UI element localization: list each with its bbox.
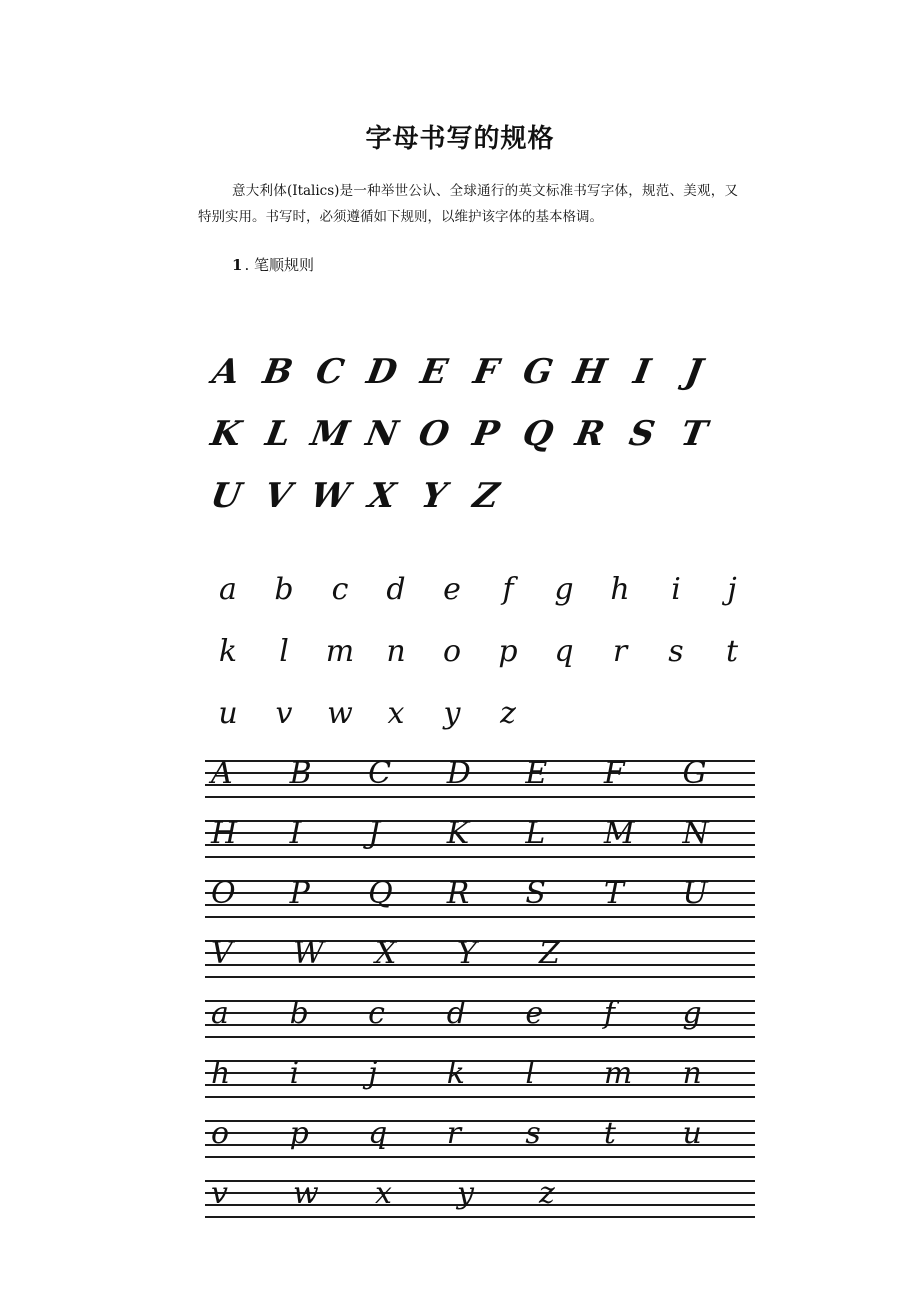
letter-glyph: d [386, 572, 406, 607]
letter-glyph: T [677, 414, 711, 454]
letter-glyph: e [443, 572, 461, 607]
letter-glyph: i [671, 572, 681, 607]
letter-glyph: L [262, 414, 294, 454]
practice-letter: P [289, 876, 310, 911]
practice-letter: o [211, 1116, 230, 1151]
guide-line [205, 856, 755, 858]
intro-paragraph: 意大利体(Italics)是一种举世公认、全球通行的英文标准书写字体，规范、美观，又特别实用。书写时，必须遵循如下规则，以维护该字体的基本格调。 [198, 183, 738, 225]
letter-glyph: W [307, 476, 353, 516]
letter-glyph: H [570, 352, 610, 392]
practice-letter: a [211, 996, 229, 1031]
ruled-row [205, 1050, 755, 1104]
letter-glyph: a [219, 572, 237, 607]
guide-line [205, 1216, 755, 1218]
practice-letter: c [368, 996, 385, 1031]
lower-row [200, 669, 760, 731]
practice-letter: u [682, 1116, 702, 1151]
letter-glyph: J [682, 352, 706, 392]
guide-line [205, 1096, 755, 1098]
letter-glyph: D [363, 352, 401, 392]
section-label: 笔顺规则 [253, 256, 314, 274]
letter-glyph: F [470, 352, 502, 392]
letter-glyph: v [275, 696, 293, 731]
letter-glyph: N [362, 414, 402, 454]
practice-letter: D [446, 756, 471, 791]
practice-letter: C [368, 756, 392, 791]
ruled-row [205, 1170, 755, 1224]
practice-letter: z [539, 1176, 555, 1211]
letter-glyph: Y [418, 476, 450, 516]
letter-glyph: t [725, 634, 739, 669]
letter-glyph: g [554, 572, 574, 607]
practice-letter: U [682, 876, 708, 911]
letter-glyph: o [442, 634, 462, 669]
letter-glyph: p [498, 634, 518, 669]
practice-letter: v [211, 1176, 228, 1211]
upper-row [200, 454, 760, 516]
letter-glyph: S [626, 414, 658, 454]
practice-letter: i [289, 1056, 300, 1091]
letter-glyph: s [668, 634, 684, 669]
practice-letter: t [603, 1116, 616, 1151]
practice-letter: k [446, 1056, 465, 1091]
practice-letter: T [603, 876, 624, 911]
ruled-practice-sheet [205, 750, 755, 1230]
practice-letter: J [368, 816, 381, 851]
letter-glyph: j [727, 572, 737, 607]
practice-letter: O [211, 876, 236, 911]
practice-letter: G [682, 756, 707, 791]
practice-letter: B [289, 756, 312, 791]
letter-glyph: u [218, 696, 238, 731]
letter-glyph: K [207, 414, 245, 454]
letter-glyph: q [554, 634, 574, 669]
ruled-row [205, 1110, 755, 1164]
practice-letter: y [457, 1176, 474, 1211]
practice-letter: S [525, 876, 546, 911]
guide-line [205, 976, 755, 978]
practice-letter: X [375, 936, 397, 971]
lower-row [200, 607, 760, 669]
letter-glyph: I [630, 352, 654, 392]
letter-glyph: z [500, 696, 516, 731]
practice-letter: g [682, 996, 702, 1031]
letter-glyph: Z [470, 476, 502, 516]
letter-glyph: r [612, 634, 628, 669]
practice-letter: M [603, 816, 635, 851]
guide-line [205, 1036, 755, 1038]
practice-letter: n [682, 1056, 702, 1091]
letter-glyph: k [218, 634, 238, 669]
practice-letter: H [211, 816, 238, 851]
letter-glyph: R [572, 414, 608, 454]
letter-glyph: O [415, 414, 453, 454]
practice-letter: e [525, 996, 544, 1031]
practice-letter: f [603, 996, 615, 1031]
practice-letter: V [211, 936, 233, 971]
ruled-row [205, 990, 755, 1044]
practice-letter: j [368, 1056, 378, 1091]
practice-letter: q [368, 1116, 388, 1151]
letter-glyph: Q [519, 414, 557, 454]
letter-glyph: l [279, 634, 289, 669]
letter-glyph: b [274, 572, 294, 607]
practice-letter: E [525, 756, 548, 791]
letter-glyph: n [386, 634, 406, 669]
upper-row [200, 330, 760, 392]
practice-letter: w [293, 1176, 319, 1211]
practice-letter: F [603, 756, 625, 791]
letter-glyph: h [610, 572, 630, 607]
practice-letter: r [446, 1116, 462, 1151]
ruled-row [205, 870, 755, 924]
upper-row [200, 392, 760, 454]
letter-glyph: f [502, 572, 514, 607]
letter-glyph: c [331, 572, 349, 607]
letter-glyph: G [519, 352, 557, 392]
letter-glyph: C [312, 352, 348, 392]
section-heading: 1 . 笔顺规则 [232, 256, 314, 274]
letter-glyph: X [365, 476, 399, 516]
letter-glyph: A [209, 352, 243, 392]
letter-glyph: M [307, 414, 353, 454]
letter-glyph: V [261, 476, 295, 516]
practice-letter: p [289, 1116, 309, 1151]
practice-letter: x [375, 1176, 392, 1211]
practice-letter: l [525, 1056, 535, 1091]
letter-glyph: w [327, 696, 353, 731]
letter-glyph: m [325, 634, 355, 669]
practice-letter: h [211, 1056, 231, 1091]
letter-glyph: U [207, 476, 245, 516]
guide-line [205, 916, 755, 918]
guide-line [205, 796, 755, 798]
practice-letter: R [446, 876, 470, 911]
practice-letter: d [446, 996, 466, 1031]
practice-letter: I [289, 816, 302, 851]
practice-letter: Z [539, 936, 560, 971]
practice-letter: Y [457, 936, 477, 971]
letter-glyph: P [469, 414, 503, 454]
letter-glyph: y [443, 696, 461, 731]
practice-letter: L [525, 816, 546, 851]
practice-letter: W [293, 936, 324, 971]
ruled-row [205, 930, 755, 984]
practice-letter: K [446, 816, 470, 851]
ruled-row [205, 750, 755, 804]
practice-letter: A [211, 756, 233, 791]
guide-line [205, 1156, 755, 1158]
practice-letter: Q [368, 876, 393, 911]
practice-letter: s [525, 1116, 541, 1151]
lower-row [200, 545, 760, 607]
section-number: 1 [232, 256, 243, 274]
letter-glyph: B [260, 352, 296, 392]
ruled-row [205, 810, 755, 864]
practice-letter: m [603, 1056, 633, 1091]
practice-letter: b [289, 996, 309, 1031]
letter-glyph: x [387, 696, 405, 731]
lowercase-stroke-order-sample [200, 545, 760, 731]
uppercase-stroke-order-sample [200, 330, 760, 516]
letter-glyph: E [417, 352, 451, 392]
page-title: 字母书写的规格 [365, 124, 555, 154]
practice-letter: N [682, 816, 709, 851]
